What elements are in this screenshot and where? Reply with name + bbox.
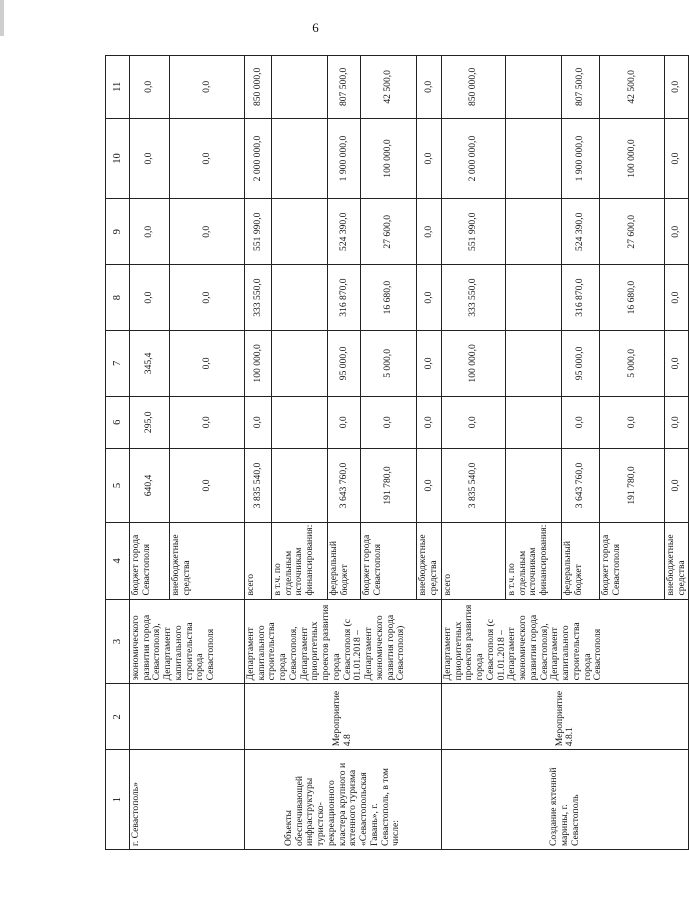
amount-cell: 0,0: [245, 396, 272, 448]
amount-cell: 0,0: [170, 199, 245, 265]
header-cell: 1: [106, 750, 130, 850]
amount-cell: 640,4: [130, 448, 170, 522]
amount-cell: 42 500,0: [600, 56, 665, 119]
amount-cell: 551 990,0: [245, 199, 272, 265]
amount-cell: 3 835 540,0: [245, 448, 272, 522]
amount-cell: [506, 118, 562, 199]
amount-cell: [506, 265, 562, 331]
funding-source-cell: внебюджетные средства: [417, 523, 442, 599]
amount-cell: 0,0: [361, 396, 417, 448]
funding-source-cell: всего: [442, 523, 506, 599]
funding-source-cell: федеральный бюджет: [328, 523, 361, 599]
object-name-cell: г. Севастополь»: [130, 750, 245, 850]
amount-cell: 2 000 000,0: [442, 118, 506, 199]
measure-cell: Мероприятие 4.8: [245, 684, 442, 750]
amount-cell: 0,0: [665, 118, 689, 199]
amount-cell: 524 390,0: [562, 199, 600, 265]
amount-cell: 1 900 000,0: [562, 118, 600, 199]
amount-cell: 5 000,0: [361, 330, 417, 396]
amount-cell: 5 000,0: [600, 330, 665, 396]
amount-cell: 100 000,0: [361, 118, 417, 199]
table-row: [245, 56, 272, 850]
financing-table: [105, 55, 689, 850]
amount-cell: [272, 265, 328, 331]
amount-cell: 27 600,0: [600, 199, 665, 265]
amount-cell: 295,0: [130, 396, 170, 448]
amount-cell: [272, 448, 328, 522]
amount-cell: 3 835 540,0: [442, 448, 506, 522]
amount-cell: 524 390,0: [328, 199, 361, 265]
amount-cell: 42 500,0: [361, 56, 417, 119]
amount-cell: 2 000 000,0: [245, 118, 272, 199]
amount-cell: 100 000,0: [600, 118, 665, 199]
table-body: [106, 56, 689, 850]
funding-source-cell: всего: [245, 523, 272, 599]
amount-cell: 0,0: [130, 56, 170, 119]
amount-cell: [272, 118, 328, 199]
amount-cell: 0,0: [170, 396, 245, 448]
amount-cell: 0,0: [417, 330, 442, 396]
amount-cell: 0,0: [665, 56, 689, 119]
amount-cell: 807 500,0: [562, 56, 600, 119]
amount-cell: [272, 199, 328, 265]
header-row: [106, 56, 130, 850]
executor-cell: Департамент приоритетных проектов развития города Севастополя (с 01.01.2018 – Департамент экономического развития города Севастополя), Департамент капитального строительства города Севастополя: [442, 599, 689, 684]
rotated-table-frame: [105, 55, 687, 850]
measure-cell: Мероприятие 4.8.1: [442, 684, 689, 750]
amount-cell: 0,0: [665, 448, 689, 522]
header-cell: 9: [106, 199, 130, 265]
amount-cell: 0,0: [417, 118, 442, 199]
amount-cell: 0,0: [665, 199, 689, 265]
amount-cell: 0,0: [170, 265, 245, 331]
measure-cell: [130, 684, 245, 750]
amount-cell: 0,0: [328, 396, 361, 448]
amount-cell: [272, 396, 328, 448]
amount-cell: 95 000,0: [562, 330, 600, 396]
object-name-cell: Создание яхтенной марины, г. Севастополь: [442, 750, 689, 850]
amount-cell: 850 000,0: [442, 56, 506, 119]
table-row: [130, 56, 170, 850]
amount-cell: 0,0: [170, 330, 245, 396]
page-number: 6: [312, 20, 319, 35]
amount-cell: 3 643 760,0: [328, 448, 361, 522]
amount-cell: 0,0: [600, 396, 665, 448]
amount-cell: 0,0: [130, 265, 170, 331]
amount-cell: [506, 330, 562, 396]
amount-cell: [506, 56, 562, 119]
amount-cell: 0,0: [665, 265, 689, 331]
amount-cell: 0,0: [170, 448, 245, 522]
amount-cell: 345,4: [130, 330, 170, 396]
rotated-table-wrapper: [105, 55, 687, 850]
amount-cell: 807 500,0: [328, 56, 361, 119]
amount-cell: 16 680,0: [361, 265, 417, 331]
amount-cell: 191 780,0: [600, 448, 665, 522]
header-cell: 8: [106, 265, 130, 331]
amount-cell: 0,0: [130, 199, 170, 265]
amount-cell: 316 870,0: [328, 265, 361, 331]
amount-cell: 16 680,0: [600, 265, 665, 331]
amount-cell: 100 000,0: [442, 330, 506, 396]
amount-cell: 0,0: [417, 56, 442, 119]
header-cell: 6: [106, 396, 130, 448]
amount-cell: 1 900 000,0: [328, 118, 361, 199]
amount-cell: 0,0: [442, 396, 506, 448]
amount-cell: 0,0: [130, 118, 170, 199]
funding-source-cell: внебюджетные средства: [665, 523, 689, 599]
amount-cell: 333 550,0: [442, 265, 506, 331]
amount-cell: 27 600,0: [361, 199, 417, 265]
amount-cell: 0,0: [417, 448, 442, 522]
amount-cell: 850 000,0: [245, 56, 272, 119]
header-cell: 5: [106, 448, 130, 522]
amount-cell: [506, 396, 562, 448]
executor-cell: Департамент капитального строительства города Севастополя, Департамент приоритетных проектов развития города Севастополя (с 01.01.2018 – Департамент экономического развития города Севастополя): [245, 599, 442, 684]
amount-cell: [506, 199, 562, 265]
header-cell: 3: [106, 599, 130, 684]
amount-cell: 551 990,0: [442, 199, 506, 265]
amount-cell: 0,0: [170, 118, 245, 199]
header-cell: 7: [106, 330, 130, 396]
amount-cell: 333 550,0: [245, 265, 272, 331]
amount-cell: 0,0: [665, 330, 689, 396]
amount-cell: 191 780,0: [361, 448, 417, 522]
funding-source-cell: в т.ч. по отдельным источникам финансирования:: [506, 523, 562, 599]
funding-source-cell: бюджет города Севастополя: [361, 523, 417, 599]
amount-cell: 0,0: [417, 199, 442, 265]
amount-cell: 3 643 760,0: [562, 448, 600, 522]
amount-cell: 0,0: [417, 265, 442, 331]
amount-cell: [272, 56, 328, 119]
amount-cell: 0,0: [170, 56, 245, 119]
header-cell: 11: [106, 56, 130, 119]
amount-cell: 316 870,0: [562, 265, 600, 331]
funding-source-cell: внебюджетные средства: [170, 523, 245, 599]
amount-cell: 0,0: [417, 396, 442, 448]
funding-source-cell: федеральный бюджет: [562, 523, 600, 599]
amount-cell: [272, 330, 328, 396]
header-cell: 4: [106, 523, 130, 599]
table-row: [442, 56, 506, 850]
object-name-cell: Объекты обеспечивающей инфраструктуры туристско-рекреационного кластера крупного и яхтенного туризма «Севастопольская Гавань», г. Севастополь, в том числе:: [245, 750, 442, 850]
header-cell: 10: [106, 118, 130, 199]
amount-cell: [506, 448, 562, 522]
amount-cell: 95 000,0: [328, 330, 361, 396]
funding-source-cell: в т.ч. по отдельным источникам финансирования:: [272, 523, 328, 599]
header-cell: 2: [106, 684, 130, 750]
amount-cell: 0,0: [665, 396, 689, 448]
amount-cell: 100 000,0: [245, 330, 272, 396]
amount-cell: 0,0: [562, 396, 600, 448]
executor-cell: экономического развития города Севастополя), Департамент капитального строительства города Севастополя: [130, 599, 245, 684]
funding-source-cell: бюджет города Севастополя: [130, 523, 170, 599]
funding-source-cell: бюджет города Севастополя: [600, 523, 665, 599]
